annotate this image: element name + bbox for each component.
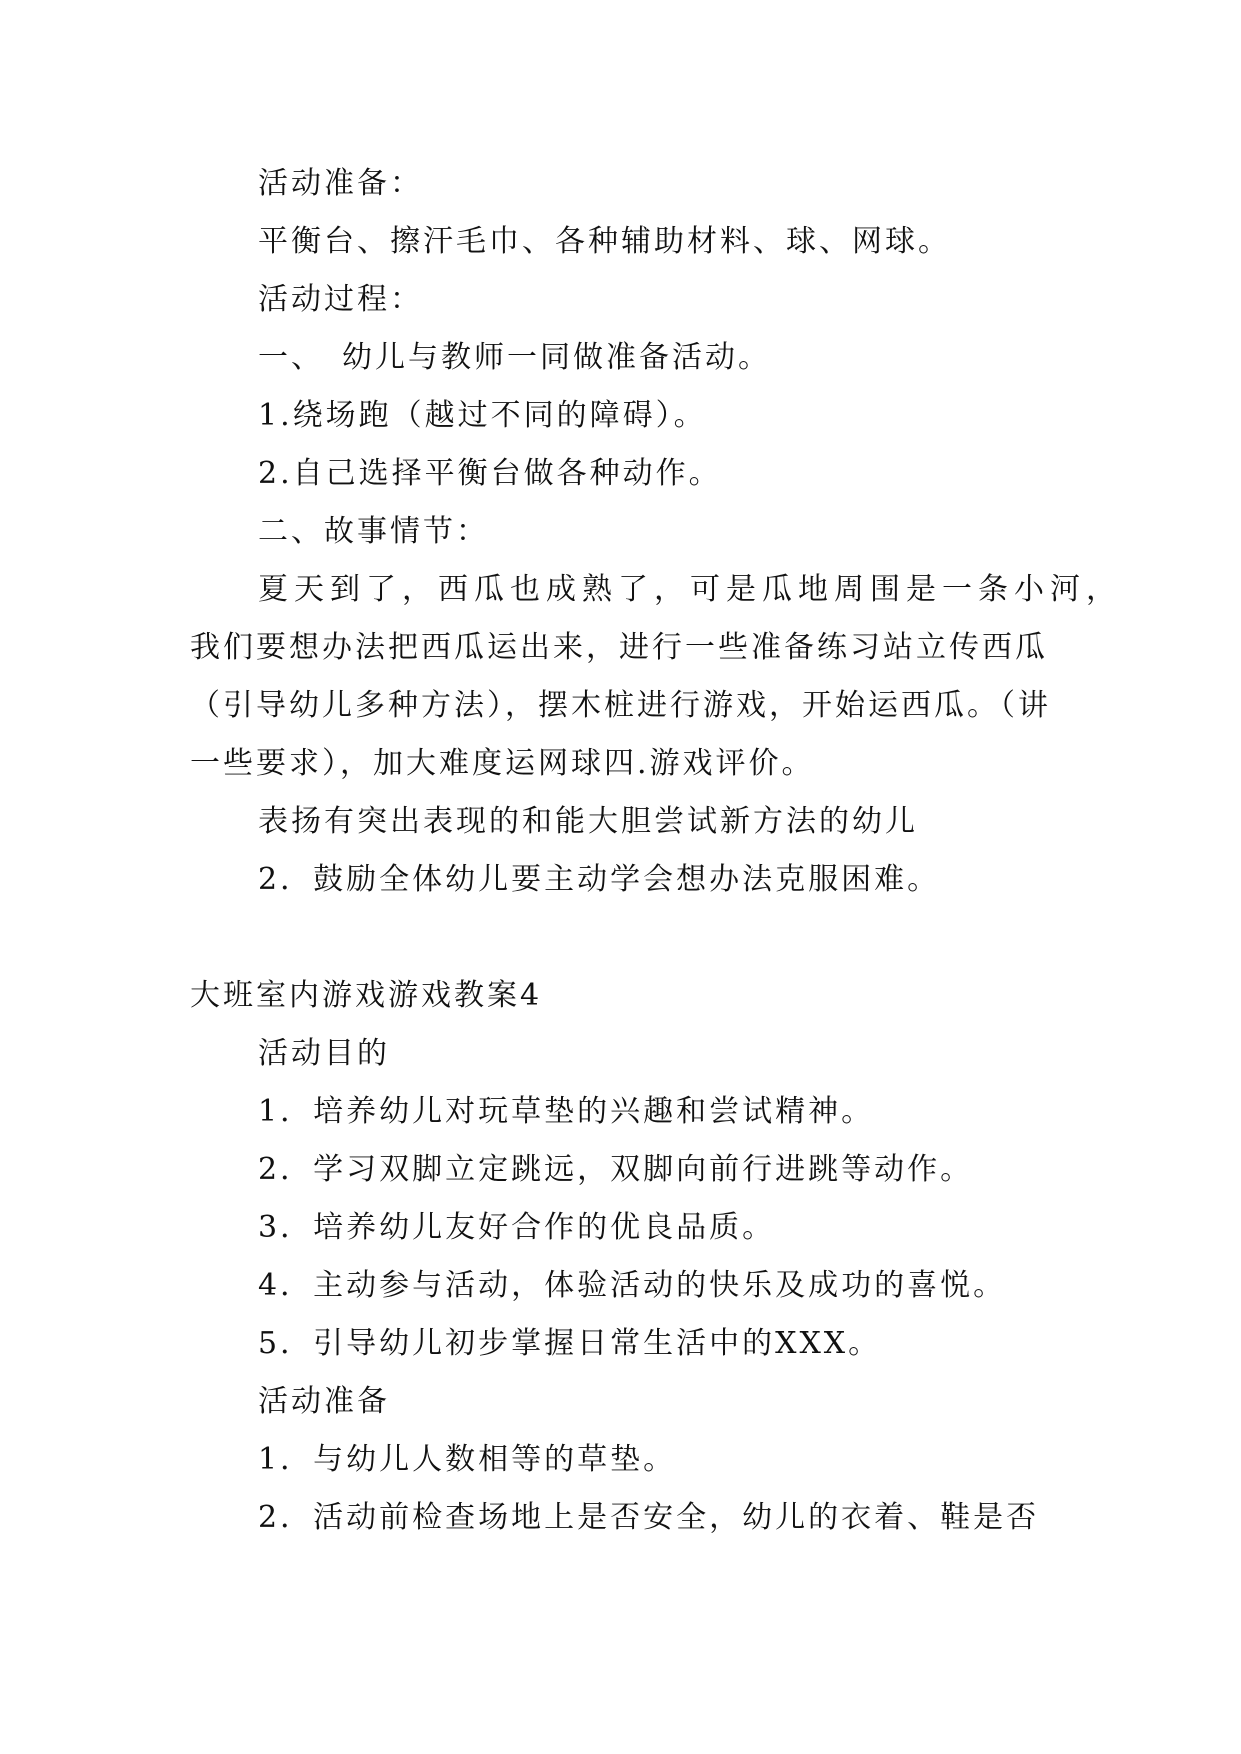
goal-item-5: 5．引导幼儿初步掌握日常生活中的XXX。 [258, 1326, 882, 1361]
prep-items: 平衡台、擦汗毛巾、各种辅助材料、球、网球。 [258, 224, 951, 259]
process-heading: 活动过程： [258, 282, 423, 317]
prep-item-2: 2．活动前检查场地上是否安全，幼儿的衣着、鞋是否 [258, 1500, 1040, 1535]
goal-item-4: 4．主动参与活动，体验活动的快乐及成功的喜悦。 [258, 1268, 1007, 1303]
goal-item-1: 1．培养幼儿对玩草垫的兴趣和尝试精神。 [258, 1094, 875, 1129]
goal-heading: 活动目的 [258, 1036, 390, 1071]
step-two: 二、故事情节： [258, 514, 489, 549]
prep-item-1: 1．与幼儿人数相等的草垫。 [258, 1442, 677, 1477]
section-title: 大班室内游戏游戏教案4 [190, 978, 543, 1013]
story-line-2: 我们要想办法把西瓜运出来，进行一些准备练习站立传西瓜 [190, 630, 1048, 665]
step-one: 一、 幼儿与教师一同做准备活动。 [258, 340, 771, 375]
prep-heading-2: 活动准备 [258, 1384, 390, 1419]
story-line-1: 夏天到了，西瓜也成熟了，可是瓜地周围是一条小河， [258, 572, 1122, 607]
step-one-item-2: 2.自己选择平衡台做各种动作。 [258, 456, 722, 491]
goal-item-3: 3．培养幼儿友好合作的优良品质。 [258, 1210, 776, 1245]
evaluation-1: 表扬有突出表现的和能大胆尝试新方法的幼儿 [258, 804, 918, 839]
step-one-item-1: 1.绕场跑（越过不同的障碍）。 [258, 398, 707, 433]
story-line-3: （引导幼儿多种方法），摆木桩进行游戏，开始运西瓜。（讲 [190, 688, 1051, 723]
story-line-4: 一些要求），加大难度运网球四.游戏评价。 [190, 746, 815, 781]
goal-item-2: 2．学习双脚立定跳远，双脚向前行进跳等动作。 [258, 1152, 974, 1187]
prep-heading: 活动准备： [258, 166, 423, 201]
evaluation-2: 2．鼓励全体幼儿要主动学会想办法克服困难。 [258, 862, 941, 897]
